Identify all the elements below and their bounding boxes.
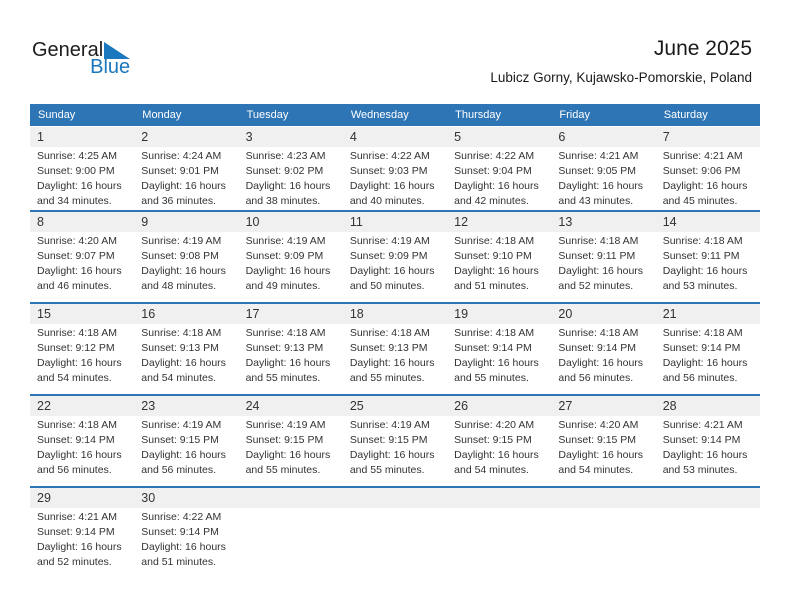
day-cell — [239, 127, 343, 210]
day-info — [239, 508, 343, 510]
daylight-text-line1: Daylight: 16 hours — [662, 357, 748, 369]
daylight-text-line1: Daylight: 16 hours — [245, 449, 331, 461]
day-info — [30, 416, 134, 478]
day-number-band — [551, 212, 655, 232]
day-cell — [343, 304, 447, 394]
day-number-band — [30, 396, 134, 416]
day-cell — [447, 127, 551, 210]
daylight-text-line1: Daylight: 16 hours — [245, 180, 331, 192]
daylight-text-line2: and 56 minutes. — [558, 372, 634, 384]
daylight-text-line1: Daylight: 16 hours — [349, 265, 435, 277]
day-info — [134, 508, 238, 570]
day-number: 6 — [558, 130, 566, 144]
day-number-band — [447, 304, 551, 324]
daylight-text-line2: and 49 minutes. — [245, 280, 321, 292]
day-info — [239, 324, 343, 386]
day-number-band — [30, 304, 134, 324]
day-number: 18 — [349, 307, 364, 321]
sunrise-text: Sunrise: 4:19 AM — [141, 419, 222, 431]
daylight-text-line2: and 54 minutes. — [454, 464, 529, 476]
daylight-text-line1: Daylight: 16 hours — [37, 180, 122, 192]
day-cell — [30, 488, 134, 578]
day-info — [551, 508, 655, 510]
daylight-text-line1: Daylight: 16 hours — [558, 265, 644, 277]
sunset-text: Sunset: 9:14 PM — [558, 342, 637, 354]
day-cell — [239, 212, 343, 302]
daylight-text-line1: Daylight: 16 hours — [662, 449, 748, 461]
sunset-text: Sunset: 9:14 PM — [141, 526, 219, 538]
day-cell — [30, 396, 134, 486]
day-number-band — [30, 212, 134, 232]
daylight-text-line2: and 56 minutes. — [37, 464, 112, 476]
day-number-band — [134, 127, 238, 147]
sunrise-text: Sunrise: 4:19 AM — [141, 235, 222, 247]
day-number: 30 — [141, 491, 156, 505]
daylight-text-line2: and 51 minutes. — [454, 280, 529, 292]
day-number: 11 — [349, 215, 363, 229]
sunset-text: Sunset: 9:03 PM — [349, 165, 428, 177]
day-info — [239, 416, 343, 478]
sunset-text: Sunset: 9:06 PM — [662, 165, 741, 177]
day-cell — [656, 396, 760, 486]
daylight-text-line1: Daylight: 16 hours — [454, 180, 539, 192]
daylight-text-line2: and 54 minutes. — [141, 372, 216, 384]
day-info — [30, 232, 134, 294]
day-info — [447, 232, 551, 294]
day-cell — [134, 212, 238, 302]
day-number: 19 — [454, 307, 469, 321]
general-blue-logo — [32, 40, 130, 77]
day-cell — [343, 212, 447, 302]
day-cell — [656, 212, 760, 302]
day-number-band — [239, 212, 343, 232]
sunrise-text: Sunrise: 4:18 AM — [349, 327, 430, 339]
weekday-header-cell: Monday — [142, 109, 182, 121]
sunset-text: Sunset: 9:08 PM — [141, 250, 219, 262]
daylight-text-line2: and 56 minutes. — [662, 372, 738, 384]
day-number: 15 — [37, 307, 51, 321]
day-number-band — [656, 212, 760, 232]
day-cell — [134, 488, 238, 578]
sunrise-text: Sunrise: 4:18 AM — [245, 327, 326, 339]
day-cell — [551, 396, 655, 486]
day-cell — [134, 127, 238, 210]
daylight-text-line1: Daylight: 16 hours — [558, 357, 644, 369]
sunrise-text: Sunrise: 4:23 AM — [245, 150, 326, 162]
day-info — [551, 232, 655, 294]
day-cell — [447, 396, 551, 486]
daylight-text-line1: Daylight: 16 hours — [245, 357, 331, 369]
week-row — [30, 210, 760, 302]
sunrise-text: Sunrise: 4:18 AM — [662, 327, 743, 339]
sunset-text: Sunset: 9:07 PM — [37, 250, 115, 262]
daylight-text-line2: and 34 minutes. — [37, 195, 112, 207]
sunset-text: Sunset: 9:15 PM — [558, 434, 637, 446]
day-number-band — [343, 127, 447, 147]
logo-text-general: General — [32, 39, 104, 61]
day-cell — [134, 304, 238, 394]
logo-text-blue: Blue — [90, 56, 131, 78]
week-row — [30, 302, 760, 394]
sunrise-text: Sunrise: 4:21 AM — [662, 419, 743, 431]
empty-cell — [343, 488, 447, 578]
daylight-text-line2: and 36 minutes. — [141, 195, 216, 207]
day-number: 27 — [558, 399, 573, 413]
day-info — [134, 232, 238, 294]
day-number: 2 — [141, 130, 149, 144]
day-number-band — [447, 212, 551, 232]
weekday-header-cell: Tuesday — [246, 109, 289, 121]
calendar-table — [30, 104, 760, 578]
sunrise-text: Sunrise: 4:18 AM — [37, 419, 117, 431]
daylight-text-line2: and 50 minutes. — [349, 280, 425, 292]
week-row — [30, 394, 760, 486]
sunset-text: Sunset: 9:09 PM — [245, 250, 324, 262]
sunset-text: Sunset: 9:13 PM — [141, 342, 219, 354]
daylight-text-line1: Daylight: 16 hours — [245, 265, 331, 277]
day-number-band — [551, 304, 655, 324]
day-info — [447, 147, 551, 209]
daylight-text-line2: and 55 minutes. — [349, 372, 425, 384]
sunrise-text: Sunrise: 4:18 AM — [454, 235, 535, 247]
title-block — [490, 36, 752, 85]
day-info — [134, 416, 238, 478]
day-number: 28 — [662, 399, 677, 413]
daylight-text-line2: and 55 minutes. — [454, 372, 529, 384]
day-number-band — [343, 488, 447, 508]
day-number: 3 — [245, 130, 253, 144]
day-number-band — [134, 488, 238, 508]
daylight-text-line2: and 56 minutes. — [141, 464, 216, 476]
day-info — [551, 416, 655, 478]
daylight-text-line2: and 52 minutes. — [558, 280, 634, 292]
day-number-band — [447, 488, 551, 508]
sunset-text: Sunset: 9:11 PM — [558, 250, 636, 262]
month-title: June 2025 — [653, 37, 752, 60]
day-info — [656, 416, 760, 478]
day-number-band — [656, 304, 760, 324]
day-info — [656, 324, 760, 386]
week-row — [30, 127, 760, 210]
day-cell — [447, 212, 551, 302]
day-cell — [30, 304, 134, 394]
day-info — [447, 508, 551, 510]
day-number: 26 — [454, 399, 469, 413]
daylight-text-line1: Daylight: 16 hours — [454, 449, 539, 461]
sunrise-text: Sunrise: 4:19 AM — [349, 419, 430, 431]
daylight-text-line1: Daylight: 16 hours — [37, 541, 122, 553]
day-info — [447, 416, 551, 478]
sunrise-text: Sunrise: 4:24 AM — [141, 150, 222, 162]
day-cell — [447, 304, 551, 394]
day-number-band — [239, 304, 343, 324]
day-cell — [30, 212, 134, 302]
daylight-text-line2: and 46 minutes. — [37, 280, 112, 292]
daylight-text-line1: Daylight: 16 hours — [141, 265, 226, 277]
sunset-text: Sunset: 9:14 PM — [454, 342, 532, 354]
empty-cell — [551, 488, 655, 578]
sunrise-text: Sunrise: 4:25 AM — [37, 150, 117, 162]
sunset-text: Sunset: 9:14 PM — [662, 434, 741, 446]
sunrise-text: Sunrise: 4:22 AM — [349, 150, 430, 162]
day-cell — [134, 396, 238, 486]
sunset-text: Sunset: 9:01 PM — [141, 165, 219, 177]
day-info — [656, 508, 760, 510]
sunrise-text: Sunrise: 4:20 AM — [558, 419, 639, 431]
day-number-band — [343, 212, 447, 232]
week-row — [30, 486, 760, 578]
day-number: 14 — [662, 215, 677, 229]
day-info — [447, 324, 551, 386]
daylight-text-line2: and 43 minutes. — [558, 195, 634, 207]
daylight-text-line2: and 54 minutes. — [558, 464, 634, 476]
daylight-text-line1: Daylight: 16 hours — [454, 265, 539, 277]
daylight-text-line1: Daylight: 16 hours — [141, 541, 226, 553]
sunset-text: Sunset: 9:04 PM — [454, 165, 532, 177]
weekday-header-cell: Friday — [559, 109, 590, 121]
sunset-text: Sunset: 9:15 PM — [141, 434, 219, 446]
sunset-text: Sunset: 9:10 PM — [454, 250, 532, 262]
day-info — [343, 232, 447, 294]
sunrise-text: Sunrise: 4:20 AM — [454, 419, 535, 431]
day-number-band — [656, 488, 760, 508]
daylight-text-line2: and 55 minutes. — [349, 464, 425, 476]
daylight-text-line1: Daylight: 16 hours — [141, 357, 226, 369]
day-number: 13 — [558, 215, 573, 229]
daylight-text-line2: and 48 minutes. — [141, 280, 216, 292]
day-info — [30, 147, 134, 209]
day-number: 22 — [37, 399, 51, 413]
location-subtitle: Lubicz Gorny, Kujawsko-Pomorskie, Poland — [490, 70, 752, 85]
daylight-text-line2: and 54 minutes. — [37, 372, 112, 384]
daylight-text-line2: and 42 minutes. — [454, 195, 529, 207]
sunset-text: Sunset: 9:14 PM — [37, 526, 115, 538]
day-info — [134, 324, 238, 386]
calendar-body — [30, 127, 760, 578]
day-info — [343, 416, 447, 478]
sunset-text: Sunset: 9:13 PM — [349, 342, 428, 354]
weekday-header-row — [30, 104, 760, 126]
day-cell — [30, 127, 134, 210]
sunset-text: Sunset: 9:15 PM — [349, 434, 428, 446]
daylight-text-line1: Daylight: 16 hours — [141, 180, 226, 192]
day-info — [343, 324, 447, 386]
daylight-text-line1: Daylight: 16 hours — [37, 449, 122, 461]
daylight-text-line2: and 52 minutes. — [37, 556, 112, 568]
day-cell — [551, 304, 655, 394]
day-info — [30, 508, 134, 570]
sunrise-text: Sunrise: 4:18 AM — [454, 327, 535, 339]
sunset-text: Sunset: 9:00 PM — [37, 165, 115, 177]
sunrise-text: Sunrise: 4:18 AM — [37, 327, 117, 339]
daylight-text-line2: and 53 minutes. — [662, 280, 738, 292]
day-number-band — [239, 396, 343, 416]
sunrise-text: Sunrise: 4:18 AM — [662, 235, 743, 247]
sunrise-text: Sunrise: 4:21 AM — [662, 150, 743, 162]
day-number-band — [551, 396, 655, 416]
daylight-text-line2: and 55 minutes. — [245, 372, 321, 384]
sunrise-text: Sunrise: 4:18 AM — [558, 235, 639, 247]
daylight-text-line1: Daylight: 16 hours — [37, 265, 122, 277]
day-info — [656, 232, 760, 294]
day-info — [239, 232, 343, 294]
day-number: 7 — [662, 130, 670, 144]
day-number-band — [343, 396, 447, 416]
daylight-text-line2: and 40 minutes. — [349, 195, 425, 207]
day-number: 24 — [245, 399, 260, 413]
sunrise-text: Sunrise: 4:19 AM — [245, 419, 326, 431]
sunset-text: Sunset: 9:02 PM — [245, 165, 324, 177]
daylight-text-line1: Daylight: 16 hours — [454, 357, 539, 369]
sunset-text: Sunset: 9:09 PM — [349, 250, 428, 262]
day-number: 5 — [454, 130, 462, 144]
day-cell — [239, 396, 343, 486]
day-number: 4 — [349, 130, 357, 144]
day-number: 29 — [37, 491, 51, 505]
daylight-text-line2: and 51 minutes. — [141, 556, 216, 568]
day-number-band — [551, 488, 655, 508]
day-number: 20 — [558, 307, 573, 321]
day-number: 10 — [245, 215, 260, 229]
day-cell — [656, 304, 760, 394]
day-number: 25 — [349, 399, 364, 413]
day-info — [239, 147, 343, 209]
sunset-text: Sunset: 9:13 PM — [245, 342, 324, 354]
day-number-band — [239, 488, 343, 508]
sunset-text: Sunset: 9:15 PM — [245, 434, 324, 446]
sunrise-text: Sunrise: 4:22 AM — [454, 150, 535, 162]
day-number: 16 — [141, 307, 156, 321]
day-number: 1 — [37, 130, 44, 144]
day-cell — [551, 127, 655, 210]
day-number: 12 — [454, 215, 469, 229]
sunset-text: Sunset: 9:11 PM — [662, 250, 740, 262]
day-number-band — [30, 127, 134, 147]
day-cell — [551, 212, 655, 302]
empty-cell — [239, 488, 343, 578]
weekday-header-cell: Saturday — [663, 109, 708, 121]
sunrise-text: Sunrise: 4:19 AM — [349, 235, 430, 247]
sunset-text: Sunset: 9:12 PM — [37, 342, 115, 354]
day-number-band — [447, 396, 551, 416]
daylight-text-line1: Daylight: 16 hours — [662, 265, 748, 277]
day-number: 17 — [245, 307, 260, 321]
day-info — [30, 324, 134, 386]
sunrise-text: Sunrise: 4:22 AM — [141, 511, 222, 523]
sunset-text: Sunset: 9:14 PM — [37, 434, 115, 446]
sunset-text: Sunset: 9:15 PM — [454, 434, 532, 446]
day-number: 9 — [141, 215, 149, 229]
empty-cell — [447, 488, 551, 578]
day-info — [656, 147, 760, 209]
sunrise-text: Sunrise: 4:20 AM — [37, 235, 117, 247]
weekday-header-cell: Wednesday — [350, 109, 409, 121]
day-info — [551, 324, 655, 386]
day-number-band — [134, 396, 238, 416]
daylight-text-line1: Daylight: 16 hours — [558, 449, 644, 461]
daylight-text-line1: Daylight: 16 hours — [37, 357, 122, 369]
day-number-band — [656, 396, 760, 416]
day-number: 23 — [141, 399, 156, 413]
empty-cell — [656, 488, 760, 578]
daylight-text-line2: and 53 minutes. — [662, 464, 738, 476]
sunrise-text: Sunrise: 4:21 AM — [37, 511, 117, 523]
sunrise-text: Sunrise: 4:21 AM — [558, 150, 639, 162]
day-cell — [656, 127, 760, 210]
day-info — [134, 147, 238, 209]
day-cell — [239, 304, 343, 394]
daylight-text-line1: Daylight: 16 hours — [662, 180, 748, 192]
daylight-text-line2: and 55 minutes. — [245, 464, 321, 476]
daylight-text-line2: and 45 minutes. — [662, 195, 738, 207]
weekday-header-cell: Thursday — [455, 109, 501, 121]
day-number-band — [239, 127, 343, 147]
daylight-text-line1: Daylight: 16 hours — [349, 180, 435, 192]
sunrise-text: Sunrise: 4:18 AM — [558, 327, 639, 339]
day-number-band — [30, 488, 134, 508]
day-number-band — [447, 127, 551, 147]
sunrise-text: Sunrise: 4:18 AM — [141, 327, 222, 339]
day-info — [551, 147, 655, 209]
daylight-text-line1: Daylight: 16 hours — [349, 357, 435, 369]
day-info — [343, 508, 447, 510]
day-number-band — [656, 127, 760, 147]
weekday-header-cell: Sunday — [38, 109, 76, 121]
sunset-text: Sunset: 9:14 PM — [662, 342, 741, 354]
day-number: 21 — [662, 307, 677, 321]
daylight-text-line1: Daylight: 16 hours — [141, 449, 226, 461]
daylight-text-line1: Daylight: 16 hours — [349, 449, 435, 461]
sunset-text: Sunset: 9:05 PM — [558, 165, 637, 177]
day-number-band — [343, 304, 447, 324]
day-number: 8 — [37, 215, 44, 229]
day-number-band — [551, 127, 655, 147]
day-cell — [343, 396, 447, 486]
day-number-band — [134, 304, 238, 324]
day-number-band — [134, 212, 238, 232]
daylight-text-line2: and 38 minutes. — [245, 195, 321, 207]
day-cell — [343, 127, 447, 210]
sunrise-text: Sunrise: 4:19 AM — [245, 235, 326, 247]
daylight-text-line1: Daylight: 16 hours — [558, 180, 644, 192]
day-info — [343, 147, 447, 209]
